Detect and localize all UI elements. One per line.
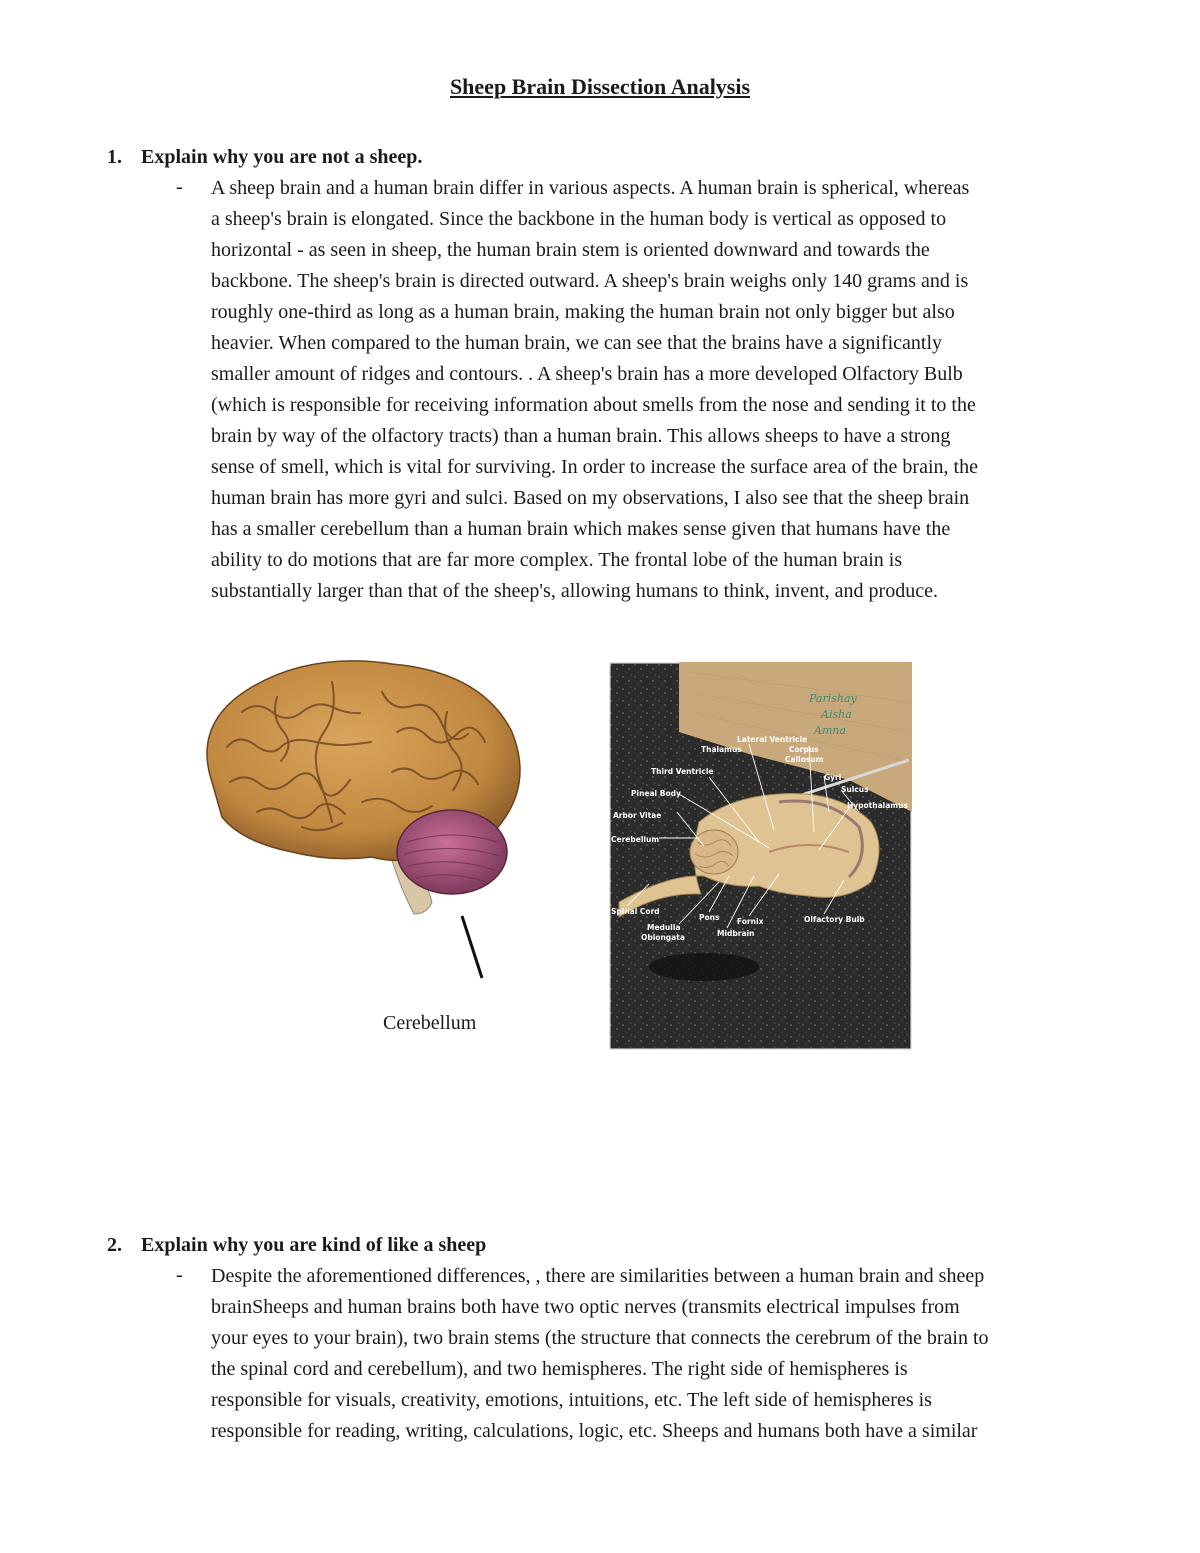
answer-line: horizontal - as seen in sheep, the human brain stem is oriented downward and towards the: [211, 239, 930, 261]
label-medulla-2: Oblongata: [641, 933, 685, 942]
label-corpus-callosum-1: Corpus: [789, 745, 819, 754]
label-gyri: Gyri: [824, 773, 842, 782]
answer-line: brainSheeps and human brains both have two optic nerves (transmits electrical impulses from: [211, 1296, 960, 1318]
question-1-bullet: -: [176, 176, 183, 198]
answer-line: your eyes to your brain), two brain stems (the structure that connects the cerebrum of the brain to: [211, 1327, 989, 1349]
label-lateral-ventricle: Lateral Ventricle: [737, 735, 808, 744]
answer-line: the spinal cord and cerebellum), and two hemispheres. The right side of hemispheres is: [211, 1358, 908, 1380]
answer-line: sense of smell, which is vital for surviving. In order to increase the surface area of the brain, the: [211, 456, 978, 478]
label-midbrain: Midbrain: [717, 929, 755, 938]
question-1-number: 1.: [107, 146, 122, 168]
label-fornix: Fornix: [737, 917, 764, 926]
answer-line: brain by way of the olfactory tracts) than a human brain. This allows sheeps to have a strong: [211, 425, 951, 447]
label-olfactory-bulb: Olfactory Bulb: [804, 915, 865, 924]
handwriting-2: Aisha: [821, 708, 852, 721]
document-title: Sheep Brain Dissection Analysis: [449, 74, 751, 99]
answer-line: responsible for visuals, creativity, emotions, intuitions, etc. The left side of hemispheres is: [211, 1389, 932, 1411]
cerebellum-pointer-line: [452, 912, 492, 984]
answer-line: roughly one-third as long as a human brain, making the human brain not only bigger but also: [211, 301, 955, 323]
answer-line: human brain has more gyri and sulci. Based on my observations, I also see that the sheep brain: [211, 487, 970, 509]
question-2-number: 2.: [107, 1234, 122, 1256]
answer-line: backbone. The sheep's brain is directed outward. A sheep's brain weighs only 140 grams and is: [211, 270, 969, 292]
question-2-answer: [211, 1261, 1141, 1447]
answer-line: (which is responsible for receiving information about smells from the nose and sending it to the: [211, 394, 976, 416]
label-third-ventricle: Third Ventricle: [651, 767, 714, 776]
sheep-brain-photo: [609, 662, 912, 1050]
label-pons: Pons: [699, 913, 720, 922]
answer-line: A sheep brain and a human brain differ in various aspects. A human brain is spherical, whereas: [211, 177, 970, 199]
label-cerebellum: Cerebellum: [611, 835, 660, 844]
label-sulcus: Sulcus: [841, 785, 869, 794]
answer-line: has a smaller cerebellum than a human brain which makes sense given that humans have the: [211, 518, 951, 540]
answer-line: Despite the aforementioned differences, , there are similarities between a human brain and sheep: [211, 1265, 985, 1287]
label-corpus-callosum-2: Callosum: [785, 755, 824, 764]
question-1-answer: [211, 173, 1141, 607]
label-pineal-body: Pineal Body: [631, 789, 681, 798]
label-medulla-1: Medulla: [647, 923, 681, 932]
answer-line: responsible for reading, writing, calculations, logic, etc. Sheeps and humans both have a similar: [211, 1420, 978, 1442]
human-brain-image: [182, 652, 532, 922]
answer-line: smaller amount of ridges and contours. . A sheep's brain has a more developed Olfactory Bulb: [211, 363, 963, 385]
answer-line: heavier. When compared to the human brain, we can see that the brains have a significantly: [211, 332, 943, 354]
label-arbor-vitae: Arbor Vitae: [613, 811, 662, 820]
handwriting-3: Amna: [814, 724, 847, 737]
answer-line: ability to do motions that are far more complex. The frontal lobe of the human brain is: [211, 549, 903, 571]
question-2-prompt: Explain why you are kind of like a sheep: [141, 1234, 487, 1256]
question-2-bullet: -: [176, 1264, 183, 1286]
label-thalamus: Thalamus: [701, 745, 742, 754]
label-spinal-cord: Spinal Cord: [611, 907, 660, 916]
label-hypothalamus: Hypothalamus: [847, 801, 908, 810]
handwriting-1: Parishay: [809, 692, 857, 705]
question-1-prompt: Explain why you are not a sheep.: [141, 146, 423, 168]
human-brain-caption: Cerebellum: [383, 1012, 477, 1034]
answer-line: a sheep's brain is elongated. Since the backbone in the human body is vertical as opposed to: [211, 208, 947, 230]
answer-line: substantially larger than that of the sheep's, allowing humans to think, invent, and produce.: [211, 580, 938, 602]
